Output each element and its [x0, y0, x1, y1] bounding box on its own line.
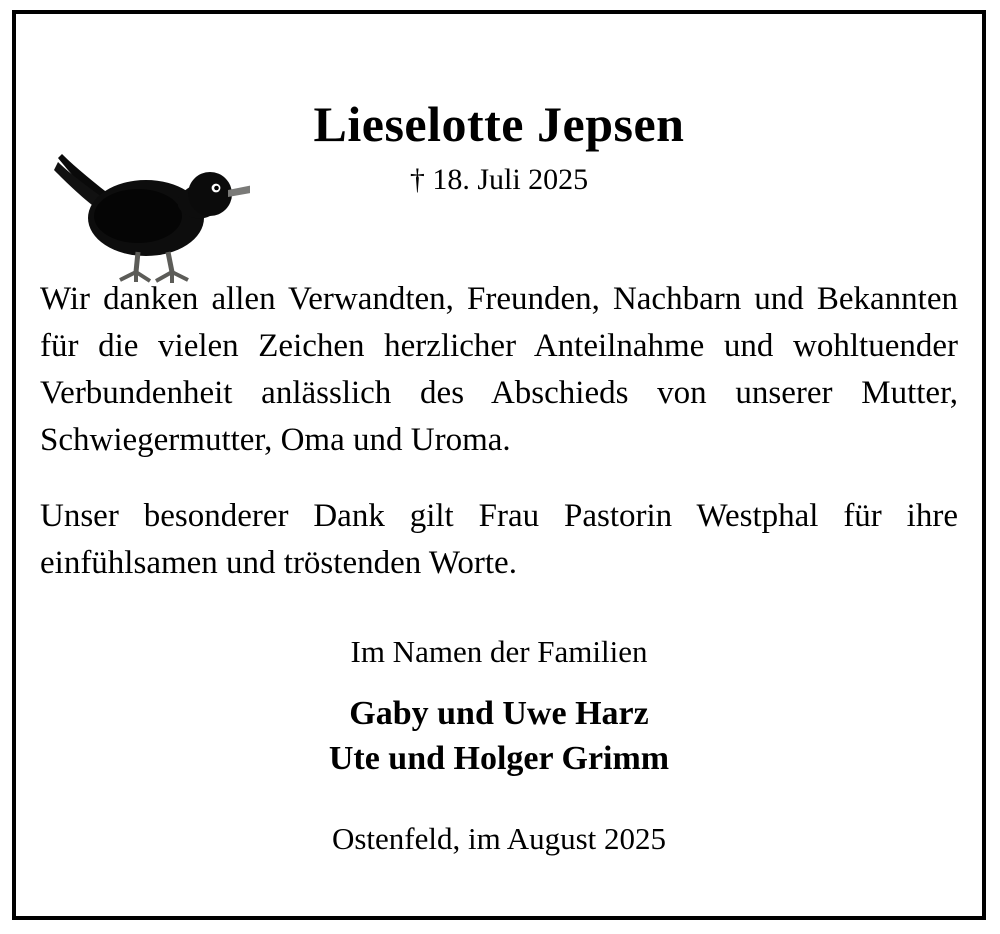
family-signatures: [40, 692, 958, 782]
obituary-header: [40, 32, 958, 232]
obituary-card: [12, 10, 986, 920]
in-the-name-of-label: Im Namen der Familien: [350, 634, 648, 670]
place-and-date: Ostenfeld, im August 2025: [331, 821, 667, 857]
family-line-1: Gaby und Uwe Harz: [349, 695, 649, 733]
blackbird-icon: [50, 140, 250, 290]
page-title: Lieselotte Jepsen: [313, 96, 685, 152]
family-line-2: Ute und Holger Grimm: [328, 740, 670, 778]
death-date-value: 18. Juli 2025: [432, 162, 589, 196]
obituary-content: [16, 14, 982, 916]
thanks-paragraph: Wir danken allen Verwandten, Freunden, Nachbarn und Bekannten für die vielen Zeichen herzlicher Anteilnahme und wohltuender Verbundenheit anlässlich des Abschieds von unserer Mutter, Schwiegermutter, Oma und Uroma.: [40, 281, 958, 458]
cross-icon: †: [409, 162, 425, 196]
pastor-thanks-paragraph: Unser besonderer Dank gilt Frau Pastorin Westphal für ihre einfühlsamen und tröstenden Worte.: [40, 498, 958, 582]
